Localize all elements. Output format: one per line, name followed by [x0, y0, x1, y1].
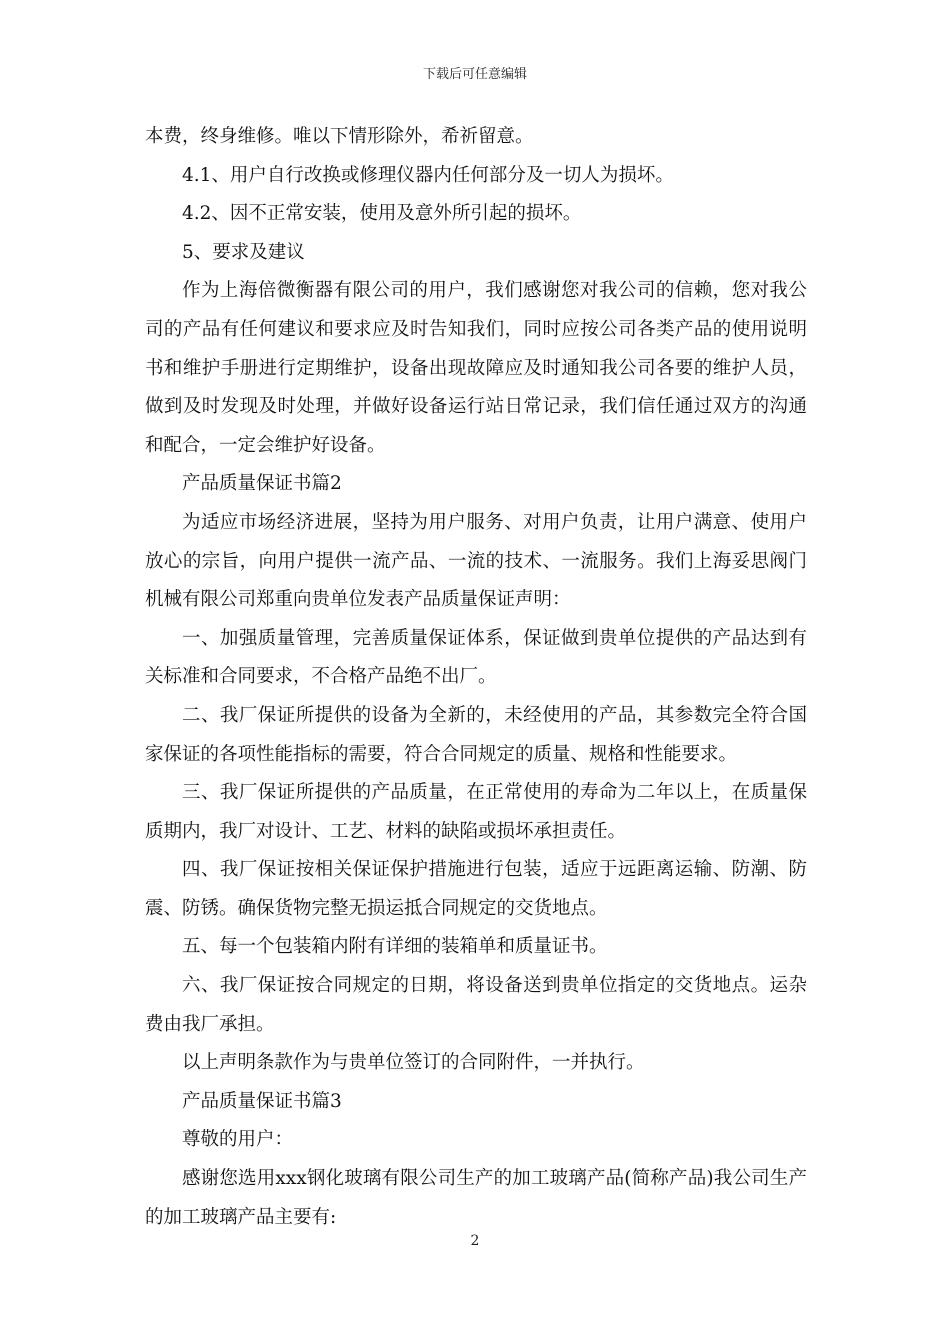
paragraph: 二、我厂保证所提供的设备为全新的，未经使用的产品，其参数完全符合国家保证的各项性能指标的需要，符合合同规定的质量、规格和性能要求。	[145, 704, 807, 765]
paragraph: 本费，终身维修。唯以下情形除外，希祈留意。	[145, 126, 534, 147]
paragraph: 六、我厂保证按合同规定的日期，将设备送到贵单位指定的交货地点。运杂费由我厂承担。	[145, 975, 807, 1035]
paragraph: 四、我厂保证按相关保证保护措施进行包装，适应于远距离运输、防潮、防震、防锈。确保货物完整无损运抵合同规定的交货地点。	[145, 859, 807, 919]
paragraph: 一、加强质量管理，完善质量保证体系，保证做到贵单位提供的产品达到有关标准和合同要求，不合格产品绝不出厂。	[145, 627, 807, 688]
paragraph: 五、每一个包装箱内附有详细的装箱单和质量证书。	[182, 936, 608, 958]
paragraph: 4.2、因不正常安装，使用及意外所引起的损坏。	[182, 203, 582, 225]
salutation: 尊敬的用户：	[182, 1129, 294, 1151]
paragraph: 以上声明条款作为与贵单位签订的合同附件，一并执行。	[182, 1052, 645, 1074]
paragraph: 感谢您选用xxx钢化玻璃有限公司生产的加工玻璃产品(简称产品)我公司生产的加工玻璃产品主要有:	[145, 1168, 807, 1228]
paragraph: 三、我厂保证所提供的产品质量，在正常使用的寿命为二年以上，在质量保质期内，我厂对设计、工艺、材料的缺陷或损坏承担责任。	[145, 782, 807, 842]
section-heading: 产品质量保证书篇3	[182, 1090, 342, 1112]
document-body	[145, 118, 807, 1237]
paragraph: 作为上海倍微衡器有限公司的用户，我们感谢您对我公司的信赖，您对我公司的产品有任何建议和要求应及时告知我们，同时应按公司各类产品的使用说明书和维护手册进行定期维护，设备出现故障应及时通知我公司各要的维护人员，做到及时发现及时处理，并做好设备运行站日常记录，我们信任通过双方的沟通和配合，一定会维护好设备。	[145, 280, 807, 456]
section-heading: 产品质量保证书篇2	[182, 473, 342, 495]
page-header: 下载后可任意编辑	[422, 67, 527, 82]
page-number: 2	[470, 1233, 480, 1249]
section-heading: 5、要求及建议	[182, 241, 305, 263]
paragraph: 为适应市场经济进展，坚持为用户服务、对用户负责，让用户满意、使用户放心的宗旨，向用户提供一流产品、一流的技术、一流服务。我们上海妥思阀门机械有限公司郑重向贵单位发表产品质量保证声明：	[145, 511, 807, 611]
paragraph: 4.1、用户自行改换或修理仪器内任何部分及一切人为损坏。	[182, 164, 674, 186]
